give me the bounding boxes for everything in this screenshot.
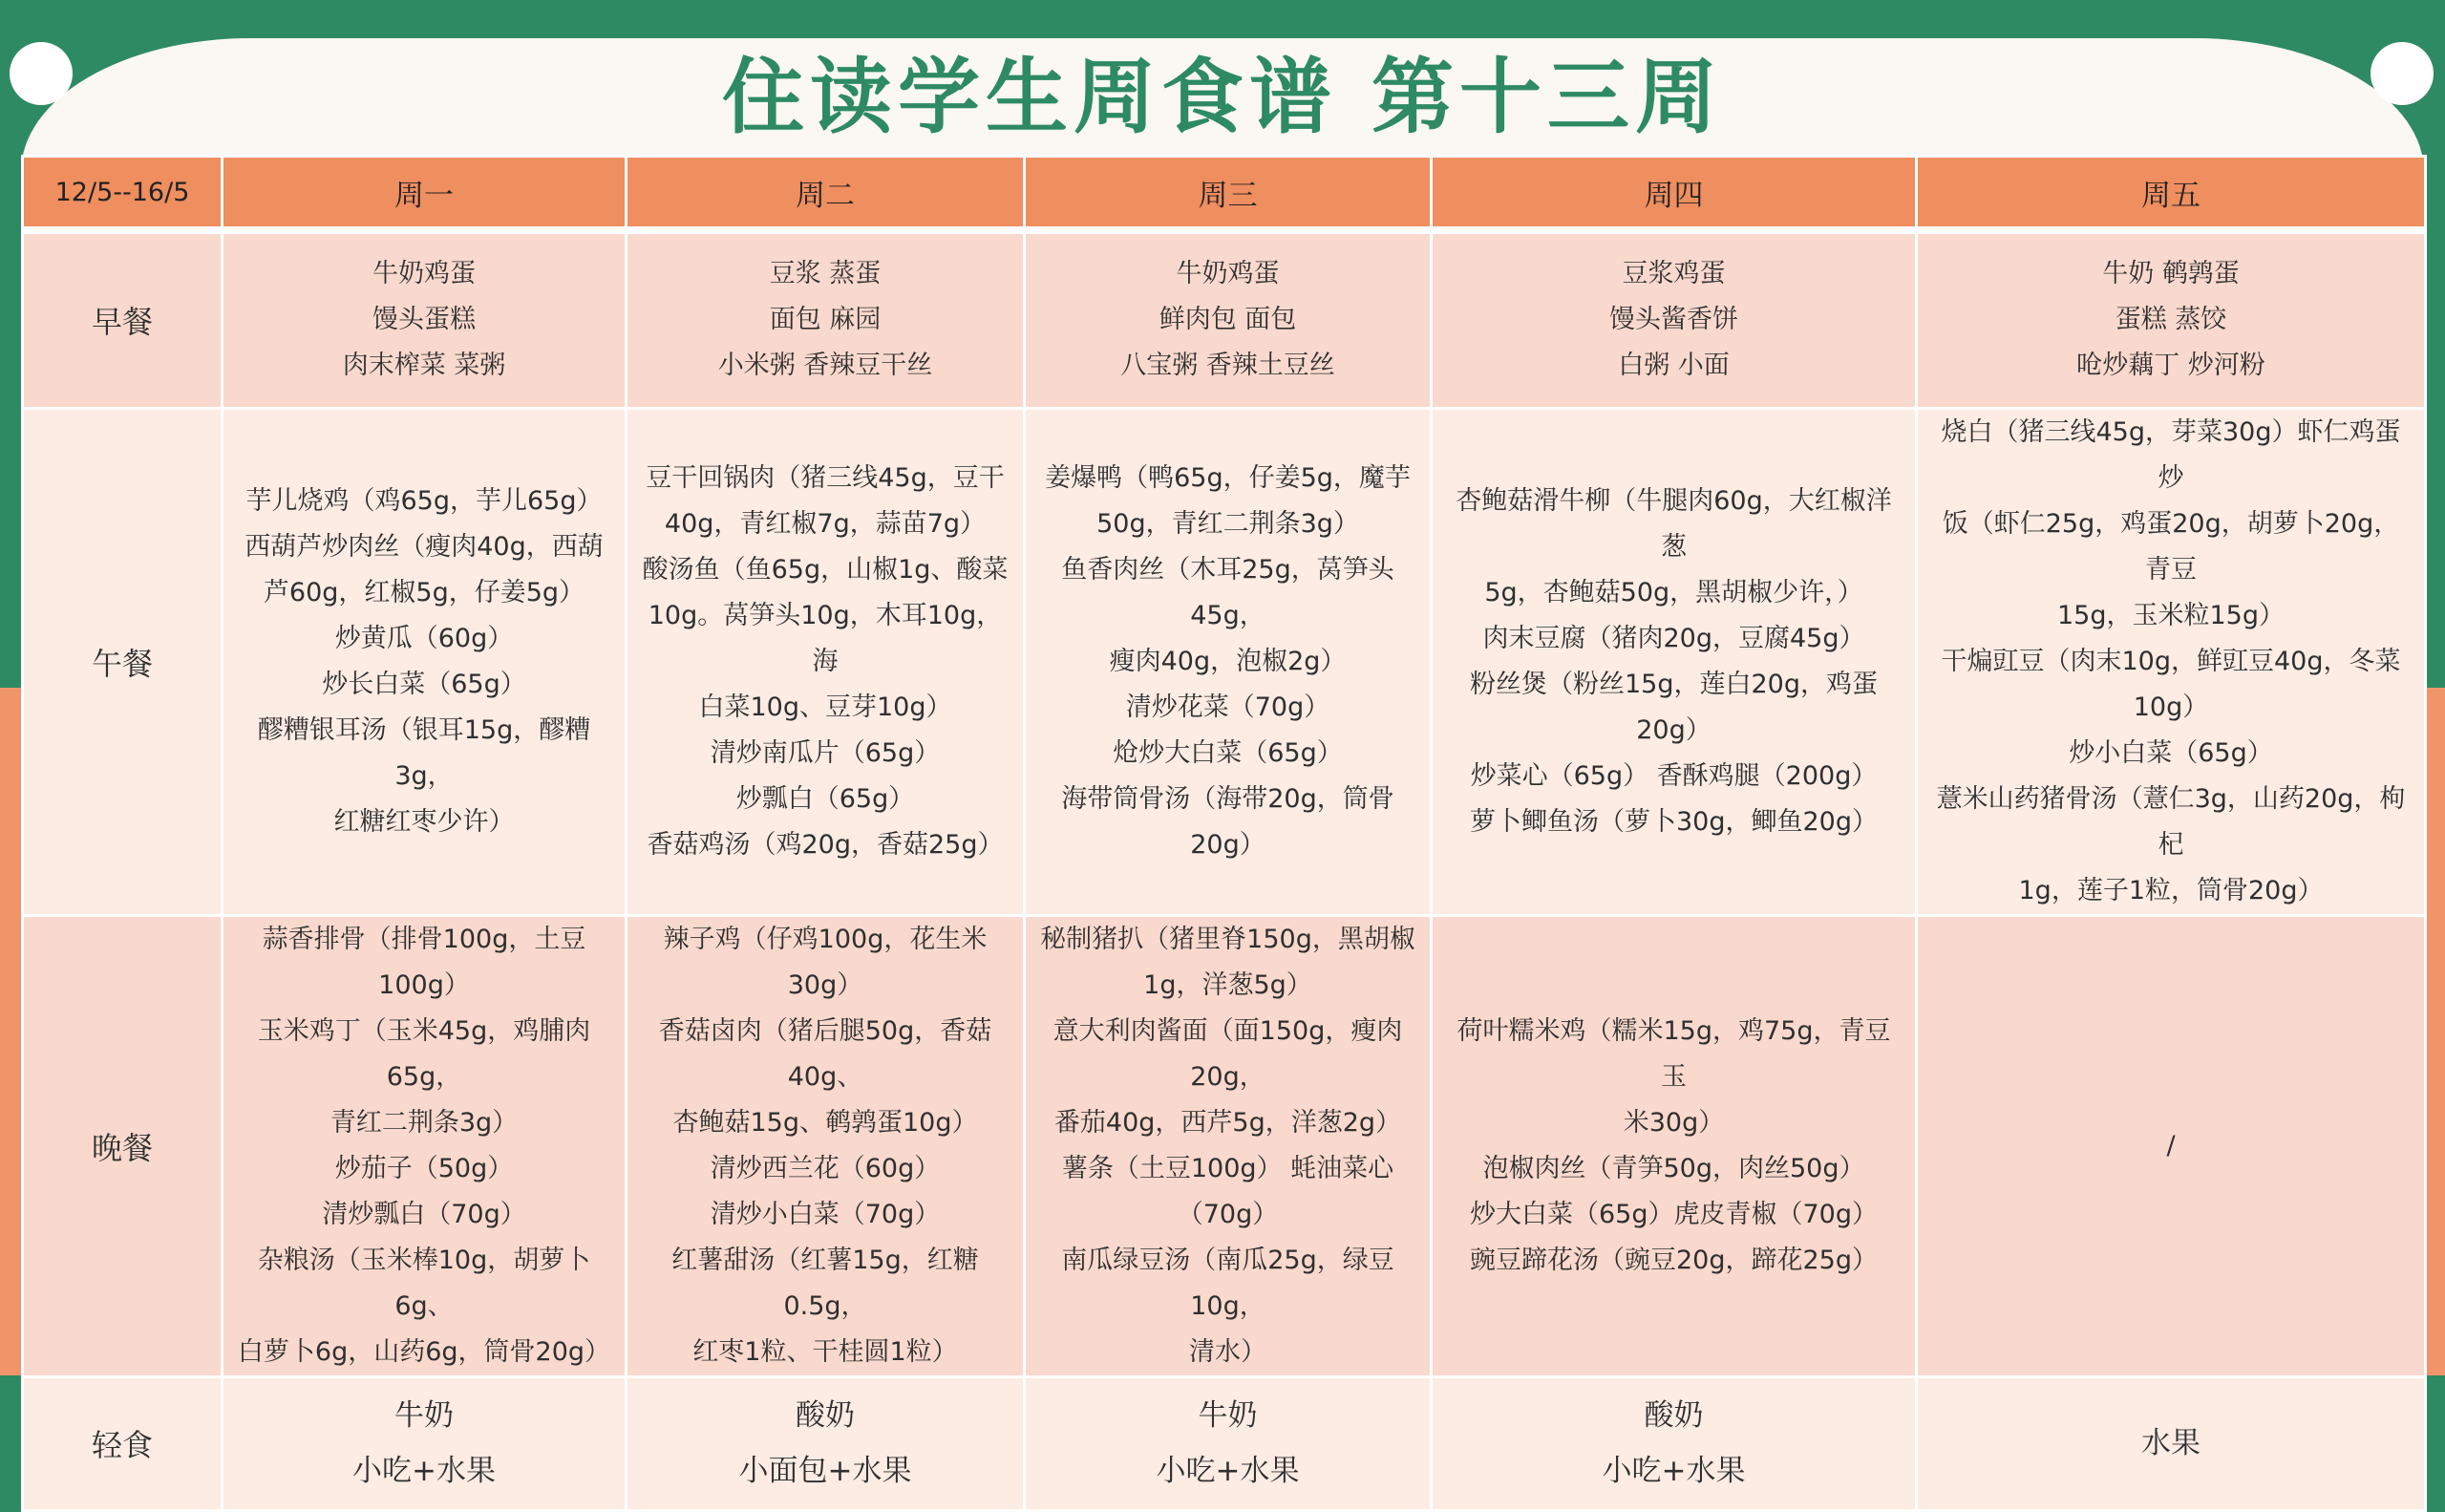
menu-line: 青红二荆条3g）: [330, 1107, 519, 1138]
menu-line: 芦60g，红椒5g，仔姜5g）: [263, 577, 585, 607]
menu-line: 1g，洋葱5g）: [1143, 969, 1312, 1000]
menu-line: 薯条（土豆100g） 蚝油菜心: [1061, 1153, 1394, 1183]
menu-line: 炝炒大白菜（65g）: [1113, 737, 1343, 768]
menu-line: 南瓜绿豆汤（南瓜25g，绿豆10g，: [1061, 1245, 1394, 1321]
menu-line: （70g）: [1177, 1199, 1279, 1229]
menu-line: 白粥 小面: [1618, 351, 1730, 381]
menu-line: /: [2166, 1130, 2176, 1161]
menu-line: 烧白（猪三线45g，芽菜30g）虾仁鸡蛋炒: [1941, 416, 2401, 493]
day-header-tue: 周二: [627, 157, 1025, 231]
menu-line: 牛奶鸡蛋: [372, 259, 476, 289]
menu-line: 豆浆 蒸蛋: [769, 259, 882, 289]
lunch-mon: [223, 408, 627, 915]
snack-wed: [1025, 1376, 1432, 1510]
menu-line: 小吃+水果: [1602, 1454, 1746, 1488]
menu-line: 炒茄子（50g）: [334, 1153, 514, 1183]
menu-line: 40g，青红椒7g，蒜苗7g）: [664, 508, 987, 539]
menu-line: 馒头蛋糕: [372, 305, 476, 335]
menu-line: 清炒瓢白（70g）: [322, 1199, 526, 1229]
breakfast-mon: [223, 230, 627, 408]
menu-line: 馒头酱香饼: [1609, 305, 1738, 335]
snack-mon: [223, 1376, 627, 1510]
menu-line: 酸汤鱼（鱼65g，山椒1g、酸菜: [642, 554, 1009, 585]
menu-line: 炒菜心（65g） 香酥鸡腿（200g）: [1470, 760, 1878, 791]
day-header-thu: 周四: [1432, 157, 1917, 231]
menu-line: 饭（虾仁25g，鸡蛋20g，胡萝卜20g，青豆: [1942, 508, 2400, 585]
menu-line: 秘制猪扒（猪里脊150g，黑胡椒: [1040, 924, 1415, 954]
date-range: 12/5--16/5: [23, 157, 223, 231]
menu-line: 炒小白菜（65g）: [2069, 737, 2273, 768]
meal-label-breakfast: 早餐: [23, 230, 223, 408]
menu-line: 辣子鸡（仔鸡100g，花生米30g）: [663, 924, 988, 1000]
menu-line: 小面包+水果: [738, 1454, 912, 1488]
day-header-fri: 周五: [1917, 157, 2426, 231]
menu-line: 杏鲍菇15g、鹌鹑蛋10g）: [672, 1107, 978, 1138]
dinner-tue: [627, 915, 1025, 1376]
menu-line: 10g。莴笋头10g，木耳10g，海: [648, 600, 1003, 676]
page-title: 住读学生周食谱 第十三周: [722, 50, 1723, 145]
weekly-menu-table: [21, 155, 2427, 1512]
menu-line: 泡椒肉丝（青笋50g，肉丝50g）: [1482, 1153, 1865, 1183]
menu-line: 干煸豇豆（肉末10g，鲜豇豆40g，冬菜10g）: [1941, 646, 2401, 722]
menu-line: 炒瓢白（65g）: [735, 783, 915, 814]
lunch-thu: [1432, 408, 1917, 915]
menu-line: 豆干回锅肉（猪三线45g，豆干: [646, 462, 1005, 493]
menu-line: 芋儿烧鸡（鸡65g，芋儿65g）: [245, 485, 603, 516]
menu-line: 牛奶: [1198, 1398, 1258, 1433]
dinner-wed: [1025, 915, 1432, 1376]
menu-line: 炒大白菜（65g）虎皮青椒（70g）: [1470, 1199, 1878, 1229]
breakfast-thu: [1432, 230, 1917, 408]
meal-label-lunch: 午餐: [23, 408, 223, 915]
menu-line: 海带筒骨汤（海带20g，筒骨20g）: [1061, 783, 1394, 860]
menu-line: 红糖红枣少许）: [333, 806, 515, 837]
menu-line: 肉末榨菜 菜粥: [342, 351, 506, 381]
menu-line: 小吃+水果: [1156, 1454, 1300, 1488]
menu-line: 醪糟银耳汤（银耳15g，醪糟3g，: [257, 714, 591, 791]
menu-line: 香菇卤肉（猪后腿50g，香菇40g、: [658, 1015, 992, 1092]
menu-line: 50g，青红二荆条3g）: [1096, 508, 1359, 539]
menu-line: 蒜香排骨（排骨100g，土豆100g）: [262, 924, 586, 1000]
menu-line: 牛奶 鹌鹑蛋: [2102, 259, 2240, 289]
meal-label-dinner: 晚餐: [23, 915, 223, 1376]
snack-tue: [627, 1376, 1025, 1510]
menu-line: 豌豆蹄花汤（豌豆20g，蹄花25g）: [1470, 1245, 1878, 1275]
menu-line: 八宝粥 香辣土豆丝: [1120, 351, 1335, 381]
menu-line: 面包 麻园: [769, 305, 882, 335]
menu-line: 水果: [2141, 1426, 2200, 1460]
menu-line: 粉丝煲（粉丝15g，莲白20g，鸡蛋20g）: [1470, 669, 1878, 745]
menu-line: 萝卜鲫鱼汤（萝卜30g，鲫鱼20g）: [1470, 806, 1878, 837]
menu-line: 清炒南瓜片（65g）: [710, 737, 941, 768]
menu-line: 1g，莲子1粒，筒骨20g）: [2018, 875, 2324, 905]
menu-line: 清炒花菜（70g）: [1125, 692, 1330, 722]
menu-line: 意大利肉酱面（面150g，瘦肉20g，: [1052, 1015, 1403, 1092]
snack-row: [23, 1376, 2426, 1510]
menu-line: 番茄40g，西芹5g，洋葱2g）: [1053, 1107, 1402, 1138]
menu-line: 牛奶: [394, 1398, 454, 1433]
menu-line: 姜爆鸭（鸭65g，仔姜5g，魔芋: [1045, 462, 1411, 493]
breakfast-wed: [1025, 230, 1432, 408]
menu-line: 清炒小白菜（70g）: [710, 1199, 941, 1229]
menu-line: 豆浆鸡蛋: [1622, 259, 1726, 289]
menu-line: 杏鲍菇滑牛柳（牛腿肉60g，大红椒洋葱: [1456, 485, 1892, 562]
menu-line: 酸奶: [796, 1398, 855, 1433]
menu-line: 米30g）: [1623, 1107, 1725, 1138]
menu-line: 薏米山药猪骨汤（薏仁3g，山药20g，枸杞: [1936, 783, 2406, 860]
snack-thu: [1432, 1376, 1917, 1510]
meal-label-snack: 轻食: [23, 1376, 223, 1510]
day-header-wed: 周三: [1025, 157, 1432, 231]
menu-line: 白菜10g、豆芽10g）: [698, 692, 952, 722]
lunch-wed: [1025, 408, 1432, 915]
breakfast-fri: [1917, 230, 2426, 408]
menu-line: 小吃+水果: [352, 1454, 496, 1488]
lunch-row: [23, 408, 2426, 915]
breakfast-tue: [627, 230, 1025, 408]
menu-line: 炒黄瓜（60g）: [334, 623, 514, 653]
menu-line: 15g，玉米粒15g）: [2057, 600, 2285, 630]
dinner-row: [23, 915, 2426, 1376]
menu-line: 西葫芦炒肉丝（瘦肉40g，西葫: [244, 531, 604, 562]
header-row: [23, 157, 2426, 231]
menu-line: 鲜肉包 面包: [1159, 305, 1297, 335]
dinner-mon: [223, 915, 627, 1376]
menu-line: 酸奶: [1644, 1398, 1704, 1433]
menu-line: 蛋糕 蒸饺: [2115, 305, 2227, 335]
menu-line: 肉末豆腐（猪肉20g，豆腐45g）: [1482, 623, 1865, 653]
menu-line: 牛奶鸡蛋: [1176, 259, 1280, 289]
snack-fri: [1917, 1376, 2426, 1510]
menu-line: 红薯甜汤（红薯15g，红糖0.5g，: [671, 1245, 979, 1321]
day-header-mon: 周一: [223, 157, 627, 231]
menu-line: 荷叶糯米鸡（糯米15g，鸡75g，青豆玉: [1456, 1015, 1891, 1092]
dinner-fri: [1917, 915, 2426, 1376]
menu-line: 香菇鸡汤（鸡20g，香菇25g）: [647, 829, 1004, 860]
breakfast-row: [23, 230, 2426, 408]
menu-line: 清水）: [1189, 1336, 1266, 1367]
menu-line: 红枣1粒、干桂圆1粒）: [692, 1336, 958, 1367]
dinner-thu: [1432, 915, 1917, 1376]
lunch-fri: [1917, 408, 2426, 915]
menu-line: 小米粥 香辣豆干丝: [717, 351, 933, 381]
menu-line: 白萝卜6g，山药6g，筒骨20g）: [237, 1336, 611, 1367]
lunch-tue: [627, 408, 1025, 915]
menu-line: 玉米鸡丁（玉米45g，鸡脯肉65g，: [257, 1015, 591, 1092]
menu-line: 杂粮汤（玉米棒10g，胡萝卜6g、: [257, 1245, 591, 1321]
menu-line: 鱼香肉丝（木耳25g，莴笋头45g，: [1061, 554, 1394, 630]
menu-line: 瘦肉40g，泡椒2g）: [1109, 646, 1347, 676]
menu-line: 呛炒藕丁 炒河粉: [2076, 351, 2265, 381]
menu-line: 清炒西兰花（60g）: [710, 1153, 941, 1183]
menu-line: 炒长白菜（65g）: [322, 669, 526, 699]
menu-line: 5g，杏鲍菇50g，黑胡椒少许，）: [1484, 577, 1863, 607]
